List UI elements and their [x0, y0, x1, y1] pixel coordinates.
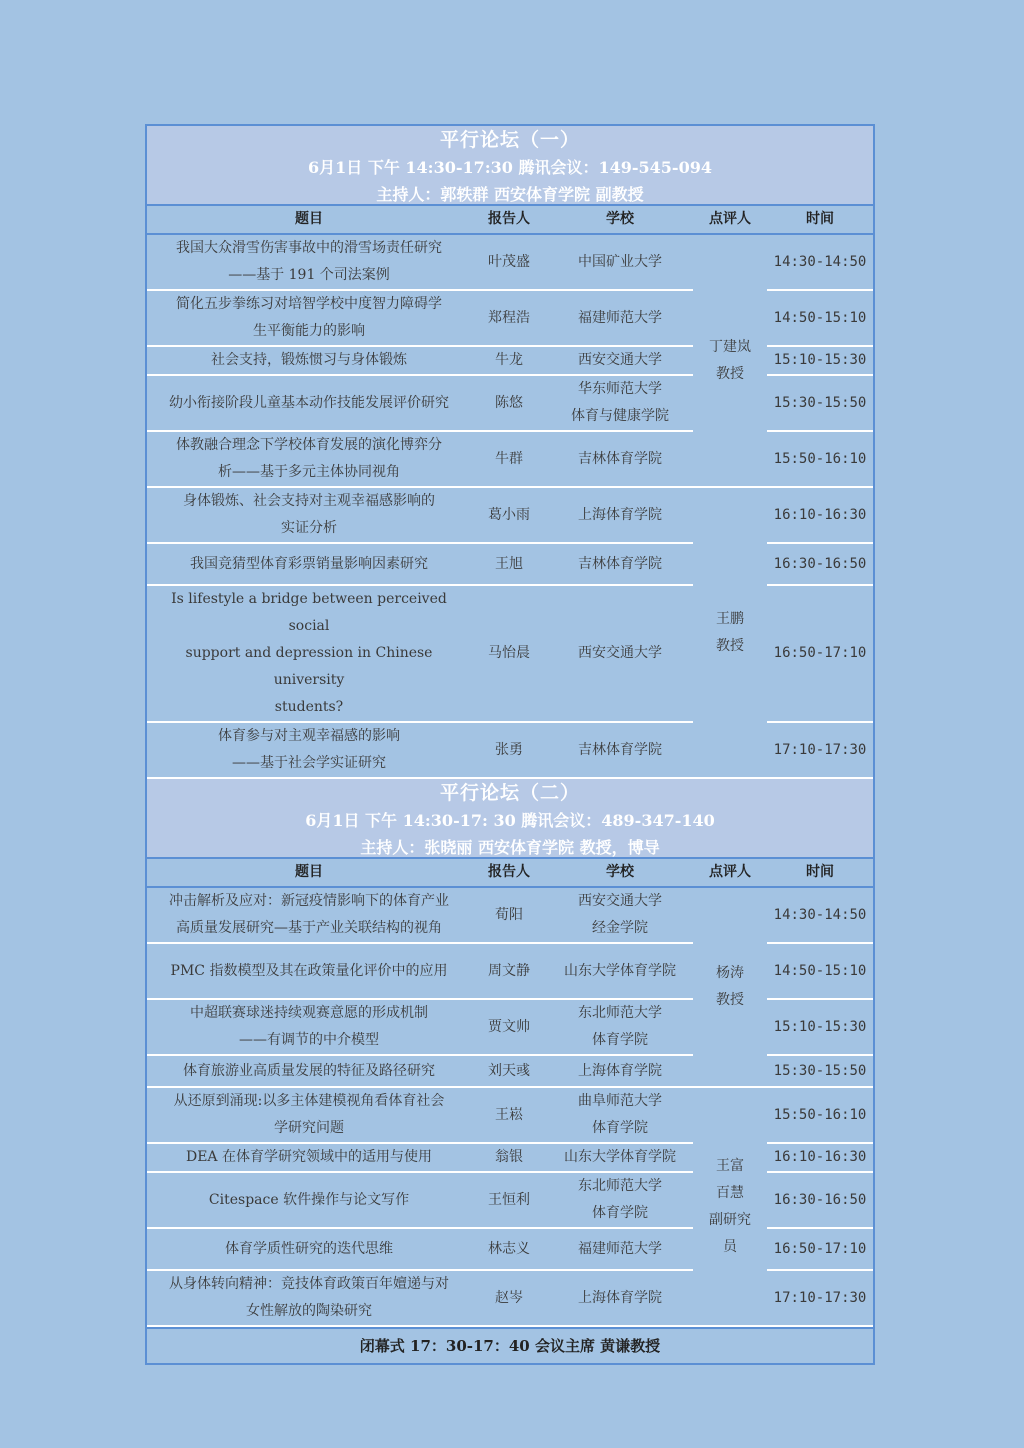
forum2-table: [147, 859, 873, 1327]
cell-time: 14:30-14:50: [767, 887, 873, 943]
table-row: [147, 234, 873, 290]
cell-topic: 我国大众滑雪伤害事故中的滑雪场责任研究 ——基于 191 个司法案例: [147, 234, 471, 290]
cell-topic: DEA 在体育学研究领域中的适用与使用: [147, 1143, 471, 1172]
cell-speaker: 陈悠: [471, 375, 547, 431]
cell-school: 东北师范大学 体育学院: [547, 1172, 693, 1228]
cell-school: 曲阜师范大学 体育学院: [547, 1087, 693, 1143]
col-reviewer: 点评人: [693, 859, 767, 887]
cell-speaker: 葛小雨: [471, 487, 547, 543]
cell-time: 17:10-17:30: [767, 1270, 873, 1326]
cell-time: 14:50-15:10: [767, 943, 873, 999]
forum1-host: 主持人：郭轶群 西安体育学院 副教授: [376, 185, 644, 204]
cell-speaker: 叶茂盛: [471, 234, 547, 290]
forum2-title: 平行论坛（二）: [439, 782, 580, 804]
table-row: [147, 887, 873, 943]
cell-speaker: 郑程浩: [471, 290, 547, 346]
cell-topic: Citespace 软件操作与论文写作: [147, 1172, 471, 1228]
cell-school: 吉林体育学院: [547, 543, 693, 585]
cell-topic: 中超联赛球迷持续观赛意愿的形成机制 ——有调节的中介模型: [147, 999, 471, 1055]
cell-time: 14:30-14:50: [767, 234, 873, 290]
cell-topic: 体育参与对主观幸福感的影响 ——基于社会学实证研究: [147, 722, 471, 778]
cell-speaker: 翁银: [471, 1143, 547, 1172]
forum1-header-row: [147, 206, 873, 234]
cell-time: 16:10-16:30: [767, 1143, 873, 1172]
cell-topic: PMC 指数模型及其在政策量化评价中的应用: [147, 943, 471, 999]
cell-time: 16:30-16:50: [767, 1172, 873, 1228]
cell-topic: 幼小衔接阶段儿童基本动作技能发展评价研究: [147, 375, 471, 431]
cell-speaker: 牛龙: [471, 346, 547, 375]
cell-time: 15:50-16:10: [767, 1087, 873, 1143]
cell-time: 17:10-17:30: [767, 722, 873, 778]
forum1-table: [147, 206, 873, 779]
cell-school: 中国矿业大学: [547, 234, 693, 290]
cell-school: 吉林体育学院: [547, 431, 693, 487]
forum2-header-row: [147, 859, 873, 887]
table-row: [147, 1087, 873, 1143]
cell-speaker: 张勇: [471, 722, 547, 778]
cell-time: 15:10-15:30: [767, 999, 873, 1055]
cell-time: 16:10-16:30: [767, 487, 873, 543]
cell-school: 福建师范大学: [547, 1228, 693, 1270]
cell-reviewer: 王富 百慧 副研究 员: [693, 1087, 767, 1326]
cell-speaker: 周文静: [471, 943, 547, 999]
cell-time: 14:50-15:10: [767, 290, 873, 346]
cell-time: 15:30-15:50: [767, 375, 873, 431]
cell-speaker: 荀阳: [471, 887, 547, 943]
cell-reviewer: 杨涛 教授: [693, 887, 767, 1087]
schedule-sheet: [145, 124, 875, 1365]
cell-school: 西安交通大学: [547, 346, 693, 375]
col-topic: 题目: [147, 859, 471, 887]
closing-ceremony: 闭幕式 17：30-17：40 会议主席 黄谦教授: [147, 1327, 873, 1363]
cell-time: 15:30-15:50: [767, 1055, 873, 1087]
cell-topic: 从身体转向精神：竞技体育政策百年嬗递与对 女性解放的陶染研究: [147, 1270, 471, 1326]
cell-topic: 从还原到涌现:以多主体建模视角看体育社会 学研究问题: [147, 1087, 471, 1143]
col-school: 学校: [547, 859, 693, 887]
cell-reviewer: 王鹏 教授: [693, 487, 767, 778]
cell-topic: 冲击解析及应对：新冠疫情影响下的体育产业 高质量发展研究—基于产业关联结构的视角: [147, 887, 471, 943]
cell-topic: 体教融合理念下学校体育发展的演化博弈分 析——基于多元主体协同视角: [147, 431, 471, 487]
forum1-schedule: 6月1日 下午 14:30-17:30 腾讯会议：149-545-094: [308, 158, 712, 177]
cell-school: 东北师范大学 体育学院: [547, 999, 693, 1055]
cell-speaker: 牛群: [471, 431, 547, 487]
forum1-body: [147, 234, 873, 778]
cell-time: 15:50-16:10: [767, 431, 873, 487]
col-speaker: 报告人: [471, 859, 547, 887]
cell-school: 上海体育学院: [547, 1055, 693, 1087]
cell-topic: 我国竞猜型体育彩票销量影响因素研究: [147, 543, 471, 585]
cell-speaker: 王旭: [471, 543, 547, 585]
cell-topic: 简化五步拳练习对培智学校中度智力障碍学 生平衡能力的影响: [147, 290, 471, 346]
forum2-header: [147, 779, 873, 859]
cell-topic: 身体锻炼、社会支持对主观幸福感影响的 实证分析: [147, 487, 471, 543]
table-row: [147, 487, 873, 543]
col-time: 时间: [767, 859, 873, 887]
cell-time: 16:50-17:10: [767, 585, 873, 722]
cell-school: 华东师范大学 体育与健康学院: [547, 375, 693, 431]
cell-reviewer: 丁建岚 教授: [693, 234, 767, 487]
forum1-title: 平行论坛（一）: [439, 129, 580, 151]
col-topic: 题目: [147, 206, 471, 234]
cell-school: 吉林体育学院: [547, 722, 693, 778]
cell-topic: 体育旅游业高质量发展的特征及路径研究: [147, 1055, 471, 1087]
col-school: 学校: [547, 206, 693, 234]
forum1-header: [147, 126, 873, 206]
cell-speaker: 刘天彧: [471, 1055, 547, 1087]
cell-school: 山东大学体育学院: [547, 943, 693, 999]
cell-school: 山东大学体育学院: [547, 1143, 693, 1172]
cell-school: 西安交通大学: [547, 585, 693, 722]
cell-school: 福建师范大学: [547, 290, 693, 346]
cell-speaker: 王恒利: [471, 1172, 547, 1228]
cell-time: 15:10-15:30: [767, 346, 873, 375]
cell-speaker: 林志义: [471, 1228, 547, 1270]
cell-time: 16:30-16:50: [767, 543, 873, 585]
cell-school: 上海体育学院: [547, 487, 693, 543]
cell-school: 上海体育学院: [547, 1270, 693, 1326]
col-speaker: 报告人: [471, 206, 547, 234]
col-time: 时间: [767, 206, 873, 234]
cell-school: 西安交通大学 经金学院: [547, 887, 693, 943]
cell-topic: Is lifestyle a bridge between perceived social support and depression in Chinese university students?: [147, 585, 471, 722]
cell-speaker: 马怡晨: [471, 585, 547, 722]
cell-speaker: 赵岑: [471, 1270, 547, 1326]
forum2-host: 主持人：张晓丽 西安体育学院 教授，博导: [360, 838, 660, 857]
cell-time: 16:50-17:10: [767, 1228, 873, 1270]
cell-topic: 社会支持，锻炼惯习与身体锻炼: [147, 346, 471, 375]
cell-speaker: 王崧: [471, 1087, 547, 1143]
cell-topic: 体育学质性研究的迭代思维: [147, 1228, 471, 1270]
forum2-body: [147, 887, 873, 1326]
col-reviewer: 点评人: [693, 206, 767, 234]
forum2-schedule: 6月1日 下午 14:30-17: 30 腾讯会议：489-347-140: [305, 811, 715, 830]
cell-speaker: 贾文帅: [471, 999, 547, 1055]
